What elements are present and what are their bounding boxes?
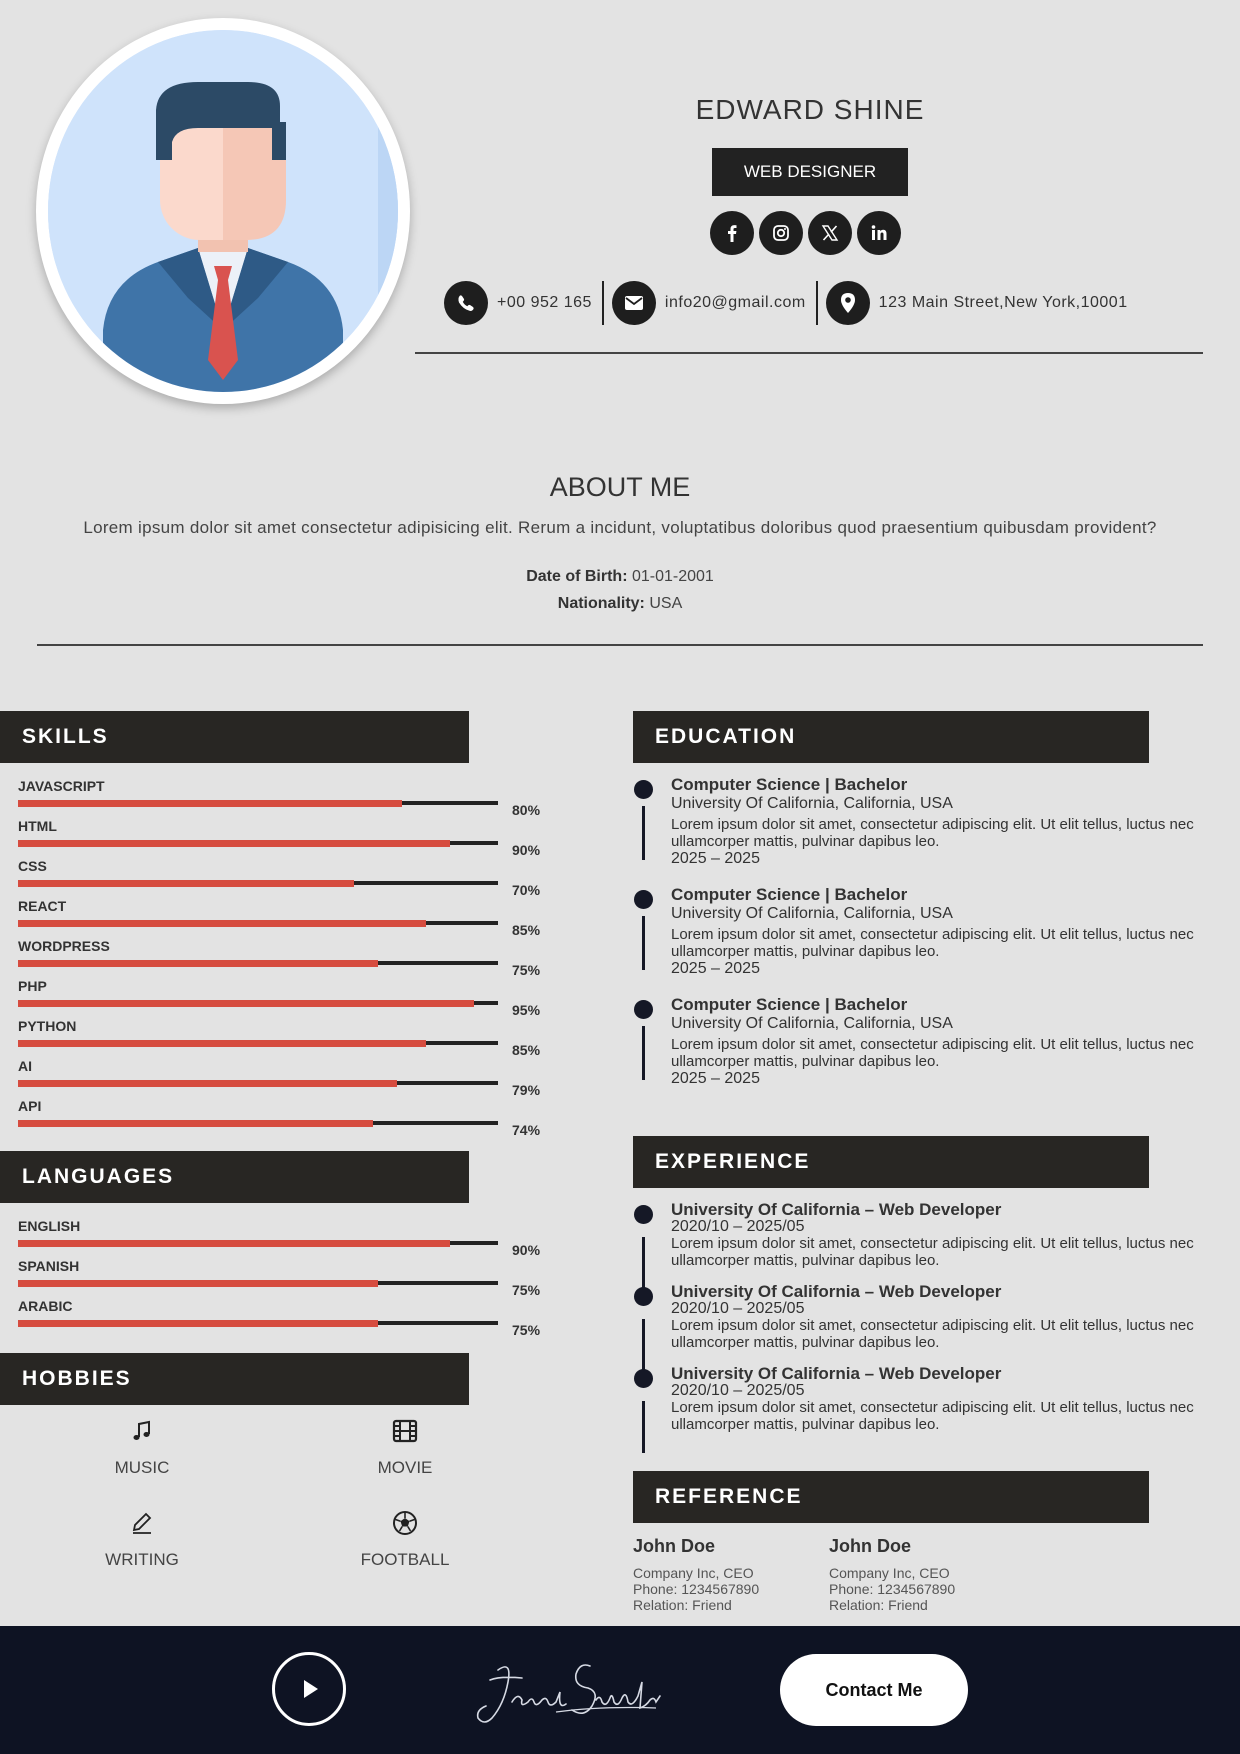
bar-label: ARABIC <box>18 1298 73 1314</box>
skill-row <box>18 1018 548 1058</box>
dob-label: Date of Birth: <box>526 568 628 585</box>
nationality-value: USA <box>644 595 683 612</box>
bar-label: HTML <box>18 818 57 834</box>
job-description: Lorem ipsum dolor sit amet, consectetur adipiscing elit. Ut elit tellus, luctus nec ullamcorper mattis, pulvinar dapibus leo. <box>671 1317 1194 1351</box>
timeline-dot <box>634 1205 653 1224</box>
skill-row <box>18 978 548 1018</box>
movie-icon <box>305 1416 505 1446</box>
contact-me-button[interactable]: Contact Me <box>780 1654 968 1726</box>
language-row <box>18 1218 548 1258</box>
music-icon <box>42 1416 242 1446</box>
bar-percent: 79% <box>512 1082 541 1098</box>
languages-heading: LANGUAGES <box>0 1151 469 1203</box>
bar-percent: 85% <box>512 922 541 938</box>
bar-fill <box>18 1040 426 1047</box>
bar-fill <box>18 1320 378 1327</box>
reference-phone: Phone: 1234567890 <box>829 1581 956 1597</box>
facebook-icon[interactable] <box>710 211 754 255</box>
x-icon[interactable] <box>808 211 852 255</box>
job-description: Lorem ipsum dolor sit amet, consectetur adipiscing elit. Ut elit tellus, luctus nec ullamcorper mattis, pulvinar dapibus leo. <box>671 1399 1194 1433</box>
job-title: University Of California – Web Developer <box>671 1282 1002 1301</box>
contact-phone[interactable] <box>444 281 592 325</box>
degree-title: Computer Science | Bachelor <box>671 775 908 794</box>
education-years: 2025 – 2025 <box>671 1070 760 1087</box>
reference-name: John Doe <box>829 1536 912 1556</box>
about-divider <box>37 644 1203 646</box>
bar-label: PYTHON <box>18 1018 77 1034</box>
bar-percent: 90% <box>512 1242 541 1258</box>
bar-fill <box>18 880 354 887</box>
experience-entry <box>632 1283 1212 1351</box>
bar-percent: 80% <box>512 802 541 818</box>
contact-address[interactable] <box>826 281 1128 325</box>
bar-label: SPANISH <box>18 1258 80 1274</box>
timeline-line <box>642 1319 645 1371</box>
reference-relation: Relation: Friend <box>829 1597 928 1613</box>
instagram-icon[interactable] <box>759 211 803 255</box>
bar-label: JAVASCRIPT <box>18 778 105 794</box>
resume-name: EDWARD SHINE <box>695 94 925 125</box>
skills-list <box>18 778 548 1138</box>
timeline-dot <box>634 1369 653 1388</box>
reference-name: John Doe <box>633 1536 716 1556</box>
bar-fill <box>18 1080 397 1087</box>
hobbies-heading: HOBBIES <box>0 1353 469 1405</box>
school-name: University Of California, California, USA <box>671 1015 953 1032</box>
timeline-line <box>642 916 645 970</box>
contact-divider <box>602 281 604 325</box>
hobby-label: MUSIC <box>114 1458 170 1477</box>
education-description: Lorem ipsum dolor sit amet, consectetur adipiscing elit. Ut elit tellus, luctus nec ullamcorper mattis, pulvinar dapibus leo. <box>671 1036 1194 1070</box>
timeline-dot <box>634 1287 653 1306</box>
bar-label: PHP <box>18 978 47 994</box>
skill-row <box>18 818 548 858</box>
bar-label: API <box>18 1098 42 1114</box>
job-title: University Of California – Web Developer <box>671 1364 1002 1383</box>
skill-row <box>18 858 548 898</box>
street-address: 123 Main Street,New York,10001 <box>878 294 1128 311</box>
bar-fill <box>18 1120 373 1127</box>
date-of-birth <box>0 568 1240 586</box>
football-icon <box>305 1508 505 1538</box>
hobby-music <box>42 1416 242 1478</box>
bar-label: ENGLISH <box>18 1218 81 1234</box>
job-dates: 2020/10 – 2025/05 <box>671 1382 805 1399</box>
bar-fill <box>18 840 450 847</box>
bar-fill <box>18 960 378 967</box>
contact-email[interactable] <box>612 281 806 325</box>
bar-percent: 74% <box>512 1122 541 1138</box>
skill-row <box>18 778 548 818</box>
reference-card <box>829 1536 1029 1613</box>
education-description: Lorem ipsum dolor sit amet, consectetur adipiscing elit. Ut elit tellus, luctus nec ullamcorper mattis, pulvinar dapibus leo. <box>671 926 1194 960</box>
timeline-line <box>642 1401 645 1453</box>
contact-divider <box>816 281 818 325</box>
education-entry <box>632 996 1212 1087</box>
bar-fill <box>18 1000 474 1007</box>
job-title-badge: WEB DESIGNER <box>712 148 908 196</box>
contact-info-row <box>444 280 1128 326</box>
timeline-dot <box>634 780 653 799</box>
skill-row <box>18 1058 548 1098</box>
pen-icon <box>42 1508 242 1538</box>
degree-title: Computer Science | Bachelor <box>671 995 908 1014</box>
job-dates: 2020/10 – 2025/05 <box>671 1218 805 1235</box>
bar-fill <box>18 800 402 807</box>
timeline-line <box>642 806 645 860</box>
location-icon <box>826 281 870 325</box>
skills-heading: SKILLS <box>0 711 469 763</box>
signature-image <box>460 1652 670 1732</box>
nationality <box>0 595 1240 613</box>
mail-icon <box>612 281 656 325</box>
education-entry <box>632 776 1212 867</box>
hobby-label: FOOTBALL <box>360 1550 450 1569</box>
school-name: University Of California, California, USA <box>671 905 953 922</box>
reference-card <box>633 1536 833 1613</box>
bar-percent: 95% <box>512 1002 541 1018</box>
bar-fill <box>18 920 426 927</box>
hobby-movie <box>305 1416 505 1478</box>
bar-percent: 85% <box>512 1042 541 1058</box>
bar-label: REACT <box>18 898 67 914</box>
experience-heading: EXPERIENCE <box>633 1136 1149 1188</box>
profile-photo-frame <box>36 18 410 404</box>
hobby-writing <box>42 1508 242 1570</box>
experience-entry <box>632 1365 1212 1433</box>
language-row <box>18 1258 548 1298</box>
bar-fill <box>18 1240 450 1247</box>
bar-percent: 75% <box>512 1322 541 1338</box>
bar-fill <box>18 1280 378 1287</box>
skill-row <box>18 938 548 978</box>
bar-percent: 70% <box>512 882 541 898</box>
social-links <box>710 211 901 255</box>
education-years: 2025 – 2025 <box>671 960 760 977</box>
header-divider <box>415 352 1203 354</box>
reference-company: Company Inc, CEO <box>829 1565 950 1581</box>
reference-heading: REFERENCE <box>633 1471 1149 1523</box>
education-description: Lorem ipsum dolor sit amet, consectetur adipiscing elit. Ut elit tellus, luctus nec ullamcorper mattis, pulvinar dapibus leo. <box>671 816 1194 850</box>
reference-company: Company Inc, CEO <box>633 1565 754 1581</box>
hobby-football <box>305 1508 505 1570</box>
language-row <box>18 1298 548 1338</box>
hobby-label: WRITING <box>105 1550 179 1569</box>
timeline-dot <box>634 1000 653 1019</box>
job-dates: 2020/10 – 2025/05 <box>671 1300 805 1317</box>
bar-percent: 90% <box>512 842 541 858</box>
dob-value: 01-01-2001 <box>627 568 714 585</box>
play-icon <box>294 1674 324 1704</box>
degree-title: Computer Science | Bachelor <box>671 885 908 904</box>
languages-list <box>18 1218 548 1338</box>
skill-row <box>18 898 548 938</box>
timeline-line <box>642 1026 645 1080</box>
about-heading: ABOUT ME <box>549 472 691 502</box>
education-heading: EDUCATION <box>633 711 1149 763</box>
reference-phone: Phone: 1234567890 <box>633 1581 760 1597</box>
education-entry <box>632 886 1212 977</box>
job-description: Lorem ipsum dolor sit amet, consectetur adipiscing elit. Ut elit tellus, luctus nec ullamcorper mattis, pulvinar dapibus leo. <box>671 1235 1194 1269</box>
signature <box>460 1652 670 1732</box>
play-button[interactable] <box>272 1652 346 1726</box>
profile-avatar <box>48 30 398 392</box>
bar-label: CSS <box>18 858 47 874</box>
school-name: University Of California, California, USA <box>671 795 953 812</box>
timeline-line <box>642 1237 645 1289</box>
job-title: University Of California – Web Developer <box>671 1200 1002 1219</box>
email-address: info20@gmail.com <box>664 294 806 311</box>
skill-row <box>18 1098 548 1138</box>
bar-percent: 75% <box>512 962 541 978</box>
education-years: 2025 – 2025 <box>671 850 760 867</box>
about-text: Lorem ipsum dolor sit amet consectetur adipisicing elit. Rerum a incidunt, voluptatibus doloribus quod praesentium quibusdam provident? <box>83 518 1157 537</box>
reference-relation: Relation: Friend <box>633 1597 732 1613</box>
experience-entry <box>632 1201 1212 1269</box>
hobby-label: MOVIE <box>377 1458 433 1477</box>
phone-icon <box>444 281 488 325</box>
linkedin-icon[interactable] <box>857 211 901 255</box>
phone-number: +00 952 165 <box>497 294 592 311</box>
bar-percent: 75% <box>512 1282 541 1298</box>
bar-label: WORDPRESS <box>18 938 110 954</box>
timeline-dot <box>634 890 653 909</box>
nationality-label: Nationality: <box>557 595 645 612</box>
bar-label: AI <box>18 1058 32 1074</box>
